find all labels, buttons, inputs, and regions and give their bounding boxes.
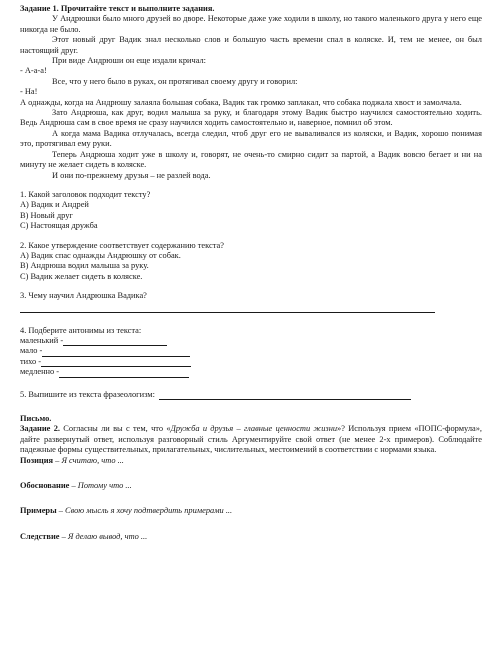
text-paragraph: При виде Андрюши он еще издали кричал: [52,56,207,66]
popc-examples [20,506,482,516]
antonym-row [20,336,482,346]
worksheet [20,4,482,542]
answer-line-q5[interactable] [159,391,411,400]
reason-label: Обоснование [20,481,70,491]
text-paragraph: Теперь Андрюша ходит уже в школу и, говорят, не очень-то смирно сидит за партой, а Вадик вовсю бегает и ни на минуту не желает сидеть в коляске. [20,149,482,170]
text-paragraph: Все, что у него было в руках, он протягивал своему другу и говорил: [52,76,298,86]
q1-option: C) Настоящая дружба [20,221,98,231]
question-1: 1. Какой заголовок подходит тексту? [20,189,151,199]
antonym-label: тихо - [20,356,42,366]
popc-conclusion [20,532,482,542]
question-5-row [20,390,482,400]
text-paragraph: Зато Андрюша, как друг, водил малыша за руку, и благодаря этому Вадик быстро научился самостоятельно ходить. Ведь Андрюша сам в свое время не сразу научился ходить самостоятельно и, наверное, помнил об этом. [20,108,482,128]
answer-line-antonym[interactable] [59,369,189,378]
question-2: 2. Какое утверждение соответствует содержанию текста? [20,240,224,250]
question-3: 3. Чему научил Андрюшка Вадика? [20,291,147,301]
examples-text: – Свою мысль я хочу подтвердить примерами ... [56,506,233,516]
writing-task [20,424,482,455]
q2-option: C) Вадик желает сидеть в коляске. [20,271,143,281]
text-paragraph: - А-а-а! [20,66,47,76]
popc-position [20,456,482,466]
position-label: Позиция [20,455,54,465]
q1-option: A) Вадик и Андрей [20,200,89,210]
position-text: – Я считаю, что ... [53,455,124,465]
text-paragraph: У Андрюшки было много друзей во дворе. Некоторые даже уже ходили в школу, но такого маленького друга у него еще никогда не было. [20,14,482,34]
antonym-row [20,367,482,377]
question-5: 5. Выпишите из текста фразеологизм: [20,389,155,399]
antonym-row [20,346,482,356]
answer-line-q3[interactable] [20,304,435,313]
text-paragraph: А однажды, когда на Андрюшу залаяла большая собака, Вадик так громко заплакал, что собака поджала хвост и замолчала. [20,97,462,107]
q1-option: B) Новый друг [20,210,73,220]
text-paragraph: Этот новый друг Вадик знал несколько слов и большую часть времени спал в коляске. И, тем не менее, он был настоящий друг. [20,35,482,55]
antonym-label: медленно - [20,367,60,377]
task1-title: Задание 1. Прочитайте текст и выполните задания. [20,4,215,13]
answer-line-antonym[interactable] [42,348,190,357]
task2-text-pre: Согласны ли вы с тем, что « [60,424,171,434]
reason-text: – Потому что ... [69,481,132,491]
q2-option: B) Андрюша водил малыша за руку. [20,261,149,271]
conclusion-label: Следствие [20,531,60,541]
examples-label: Примеры [20,506,57,516]
writing-heading: Письмо. [20,414,52,423]
answer-line-antonym[interactable] [41,358,191,367]
text-paragraph: - На! [20,87,38,97]
antonym-label: мало - [20,346,43,356]
question-4: 4. Подберите антонимы из текста: [20,325,142,335]
antonym-row [20,357,482,367]
popc-reason [20,481,482,491]
text-paragraph: И они по-прежнему друзья – не разлей вода. [52,170,211,180]
conclusion-text: – Я делаю вывод, что ... [59,531,148,541]
text-paragraph: А когда мама Вадика отлучалась, всегда следил, чтоб друг его не вываливался из коляски, и Вадик, хорошо понимая это, протягивал ему руки. [20,128,482,149]
q2-option: A) Вадик спас однажды Андрюшку от собак. [20,250,181,260]
antonym-label: маленький - [20,335,64,345]
task2-quote: Дружба и друзья – главные ценности жизни [170,424,338,434]
answer-line-antonym[interactable] [63,337,167,346]
task2-text-post: »? Используя прием «ПОПС-формула», дайте развернутый ответ, используя разговорный стиль Аргументируйте свой ответ (не менее 2-х примеров). Соблюдайте падежные формы существительных, прилагательных, числительных, местоимений в соответствии с нормами языка. [20,424,482,455]
task2-label: Задание 2. [20,424,60,434]
